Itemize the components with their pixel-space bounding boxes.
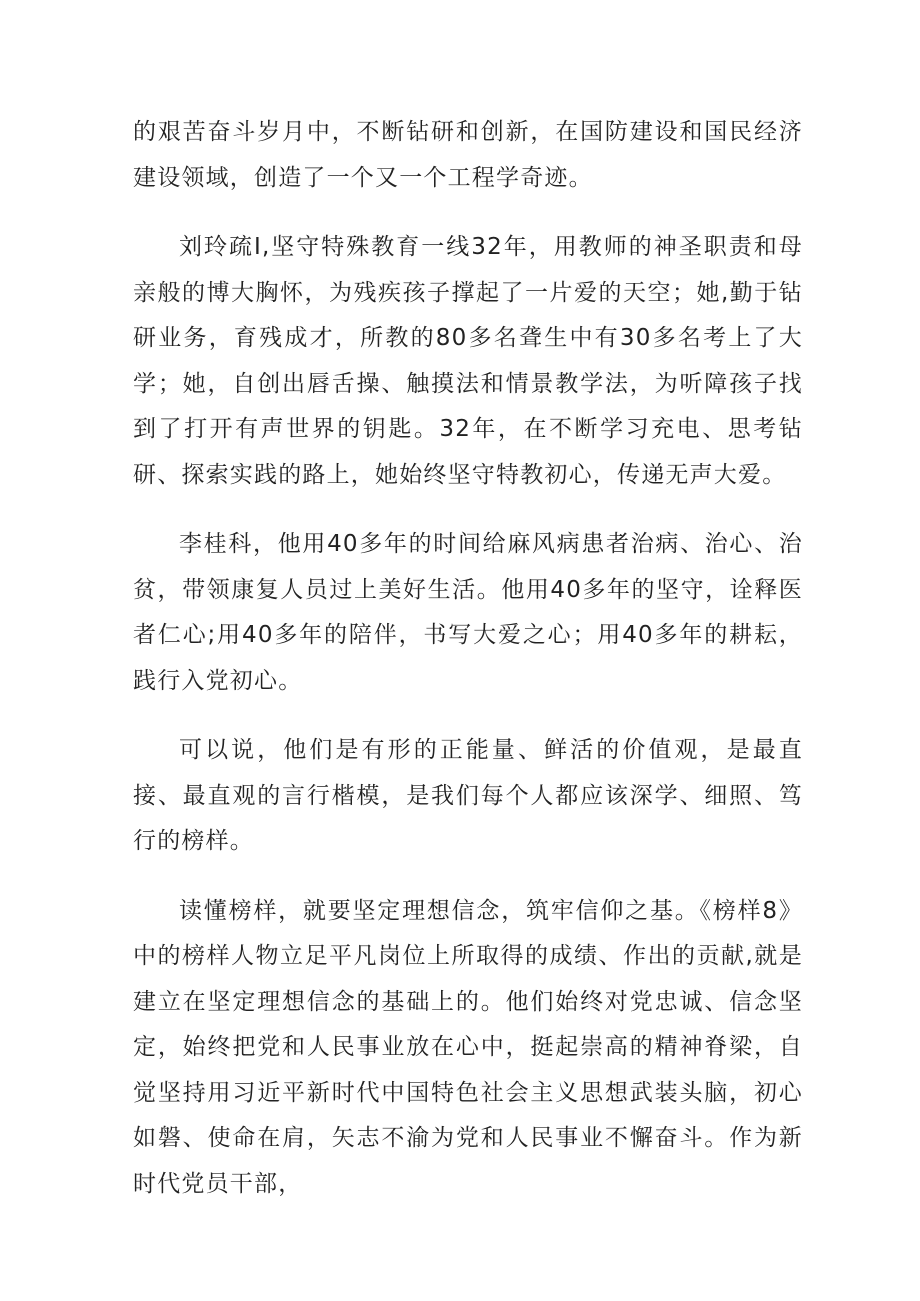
- paragraph-3: 李桂科，他用40多年的时间给麻风病患者治病、治心、治贫，带领康复人员过上美好生活。他用40多年的坚守，诠释医者仁心;用40多年的陪伴，书写大爱之心；用40多年的耕耘，践行入党初心。: [133, 531, 803, 694]
- paragraph-2: 刘玲疏I,坚守特殊教育一线32年，用教师的神圣职责和母亲般的博大胸怀，为残疾孩子撑起了一片爱的天空；她,勤于钻研业务，育残成才，所教的80多名聋生中有30多名考上了大学；她，自创出唇舌操、触摸法和情景教学法，为听障孩子找到了打开有声世界的钥匙。32年，在不断学习充电、思考钻研、探索实践的路上，她始终坚守特教初心，传递无声大爱。: [133, 234, 803, 488]
- paragraph-1: 的艰苦奋斗岁月中，不断钻研和创新，在国防建设和国民经济建设领域，创造了一个又一个工程学奇迹。: [133, 119, 803, 191]
- paragraph-4: 可以说，他们是有形的正能量、鲜活的价值观，是最直接、最直观的言行楷模，是我们每个人都应该深学、细照、笃行的榜样。: [133, 737, 803, 854]
- paragraph-5: 读懂榜样，就要坚定理想信念，筑牢信仰之基。《榜样8》中的榜样人物立足平凡岗位上所取得的成绩、作出的贡献,就是建立在坚定理想信念的基础上的。他们始终对党忠诚、信念坚定，始终把党和人民事业放在心中，挺起崇高的精神脊梁，自觉坚持用习近平新时代中国特色社会主义思想武装头脑，初心如磐、使命在肩，矢志不渝为党和人民事业不懈奋斗。作为新时代党员干部，: [133, 897, 803, 1197]
- document-body: [133, 110, 803, 1231]
